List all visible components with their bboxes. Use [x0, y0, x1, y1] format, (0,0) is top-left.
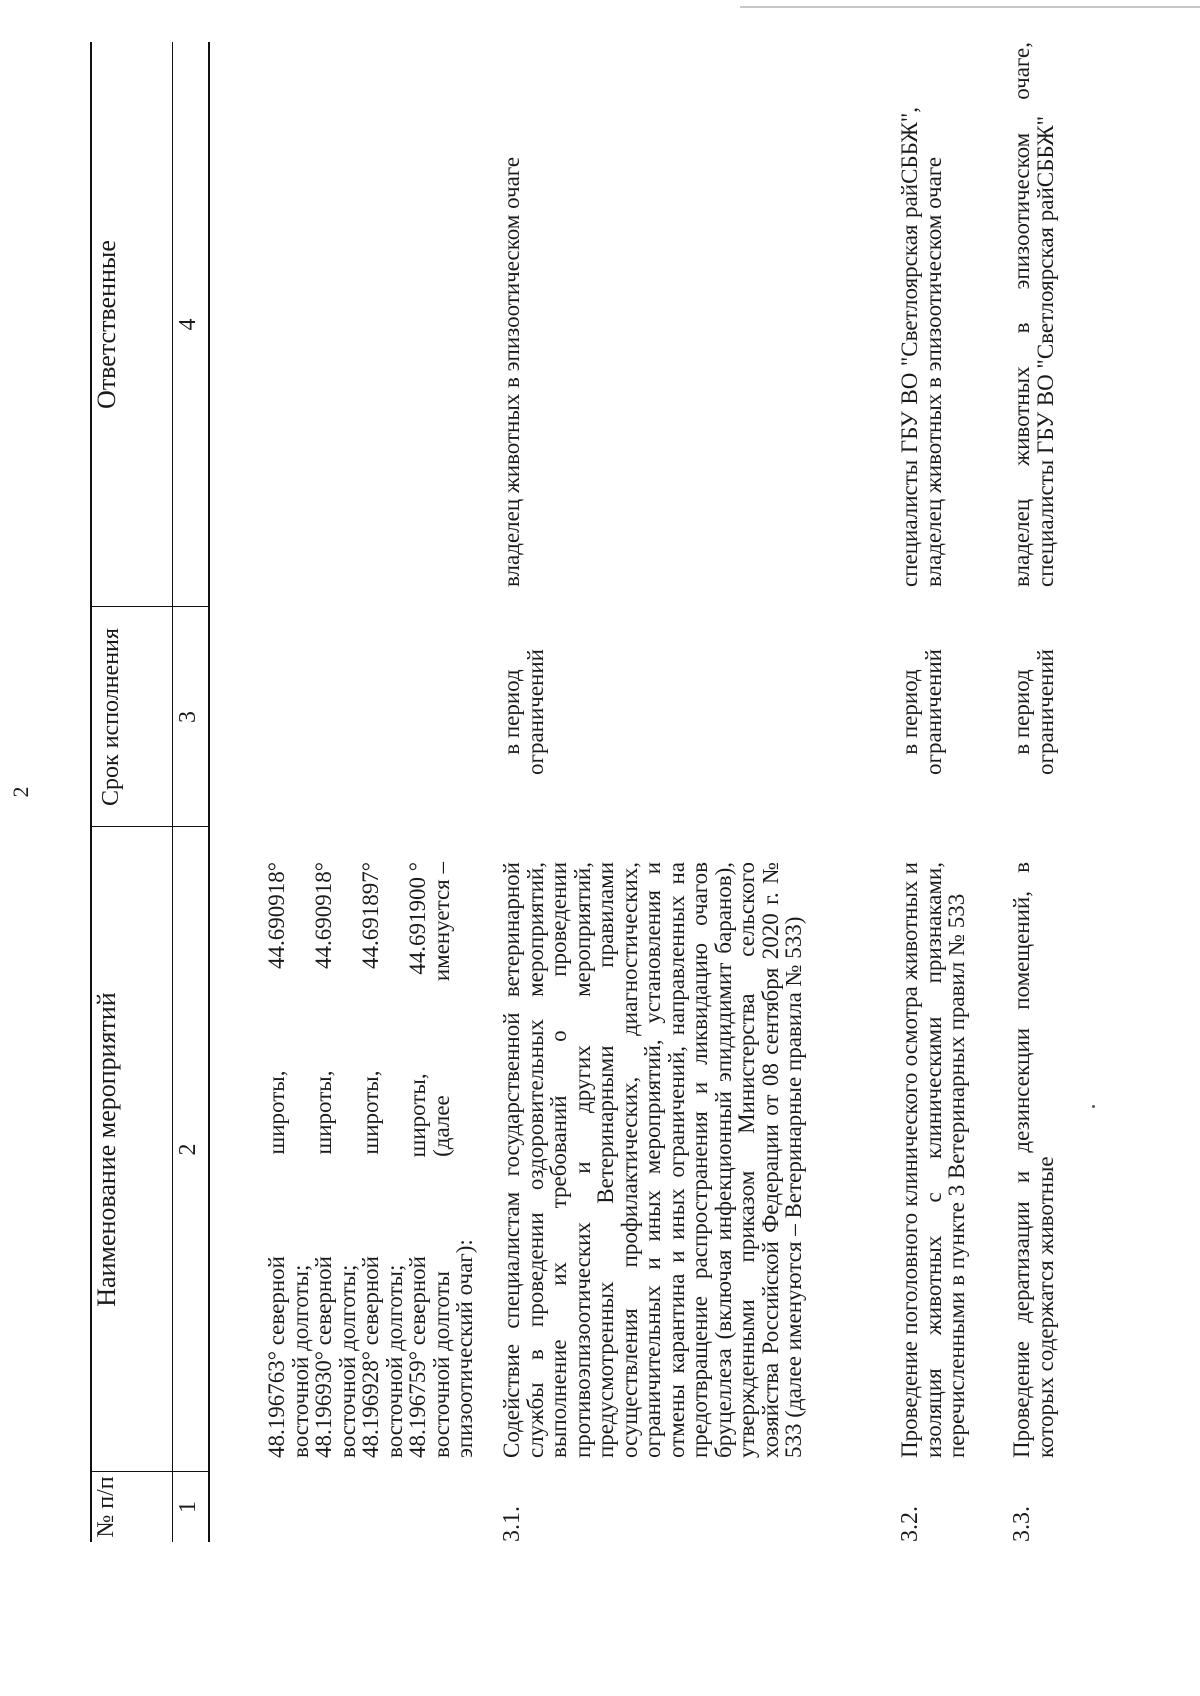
row-term: в период ограничений: [897, 649, 946, 775]
header-num-1: 1: [175, 1501, 201, 1513]
header-col-term: Срок исполнения: [98, 628, 124, 806]
header-col-number: № п/п: [93, 1476, 119, 1538]
row-measure-text: Содействие специалистам государственной ветеринарной службы в проведении оздоровительных мероприятий, выполнение их требований о проведении противоэпизоотических и других мероприятий, предусмотренных Ветеринарными правилами осуществления профилактических, диагностических, ограничительных и иных мероприятий, установления и отмены карантина и иных ограничений, направленных на предотвращение распространения и ликвидацию очагов бруцеллеза (включая инфекционный эпидидимит баранов), утвержденными приказом Министерства сельского хозяйства Российской Федерации от 08 сентября 2020 г. № 533 (далее именуются – Ветеринарные правила № 533): [499, 862, 806, 1458]
coord-line: восточной долготы;: [381, 1264, 407, 1458]
row-term: в период ограничений: [499, 649, 548, 775]
header-num-4: 4: [175, 318, 201, 331]
row-number: 3.1.: [499, 1506, 525, 1542]
row-responsible: специалисты ГБУ ВО "Светлоярская райСББЖ", владелец животных в эпизоотическом очаге: [897, 107, 946, 587]
rotated-table-page: [8, 42, 1090, 1542]
row-responsible: владелец животных в эпизоотическом очаге: [499, 156, 524, 587]
coord-line: восточной долготы (далее именуется –: [428, 862, 454, 1458]
coord-line: восточной долготы;: [334, 1264, 360, 1458]
coord-line: восточной долготы;: [287, 1264, 313, 1458]
header-num-2: 2: [175, 1143, 201, 1156]
header-num-3: 3: [175, 711, 201, 723]
row-measure-text: Проведение поголовного клинического осмотра животных и изоляция животных с клиническими признаками, перечисленными в пункте 3 Ветеринарных правил № 533: [897, 862, 969, 1458]
coord-line: 48.196763° северной широты, 44.690918°: [264, 862, 289, 1458]
row-number: 3.2.: [897, 1506, 923, 1542]
coord-line: 48.196930° северной широты, 44.690918°: [311, 862, 336, 1458]
row-measure-text: Проведение дератизации и дезинсекции помещений, в которых содержатся животные: [1009, 862, 1058, 1458]
scan-artifact-line: [740, 6, 1200, 8]
header-col-responsible: Ответственные: [92, 240, 121, 409]
header-col-name: Наименование мероприятий: [92, 992, 121, 1307]
table-header: [90, 42, 210, 1542]
row-term: в период ограничений: [1009, 649, 1058, 775]
row-number: 3.3.: [1009, 1506, 1035, 1542]
coord-line: 48.196759° северной широты, 44.691900 °: [405, 862, 430, 1458]
coord-line: эпизоотический очаг):: [452, 1239, 477, 1458]
scan-dust-speck: [1092, 1105, 1095, 1108]
coord-line: 48.196928° северной широты, 44.691897°: [358, 862, 383, 1458]
row-responsible: владелец животных в эпизоотическом очаге, специалисты ГБУ ВО "Светлоярская райСББЖ": [1009, 42, 1058, 587]
coordinates-block: [265, 862, 477, 1458]
page-number: 2: [8, 786, 33, 798]
header-number-rule: [172, 42, 173, 1542]
